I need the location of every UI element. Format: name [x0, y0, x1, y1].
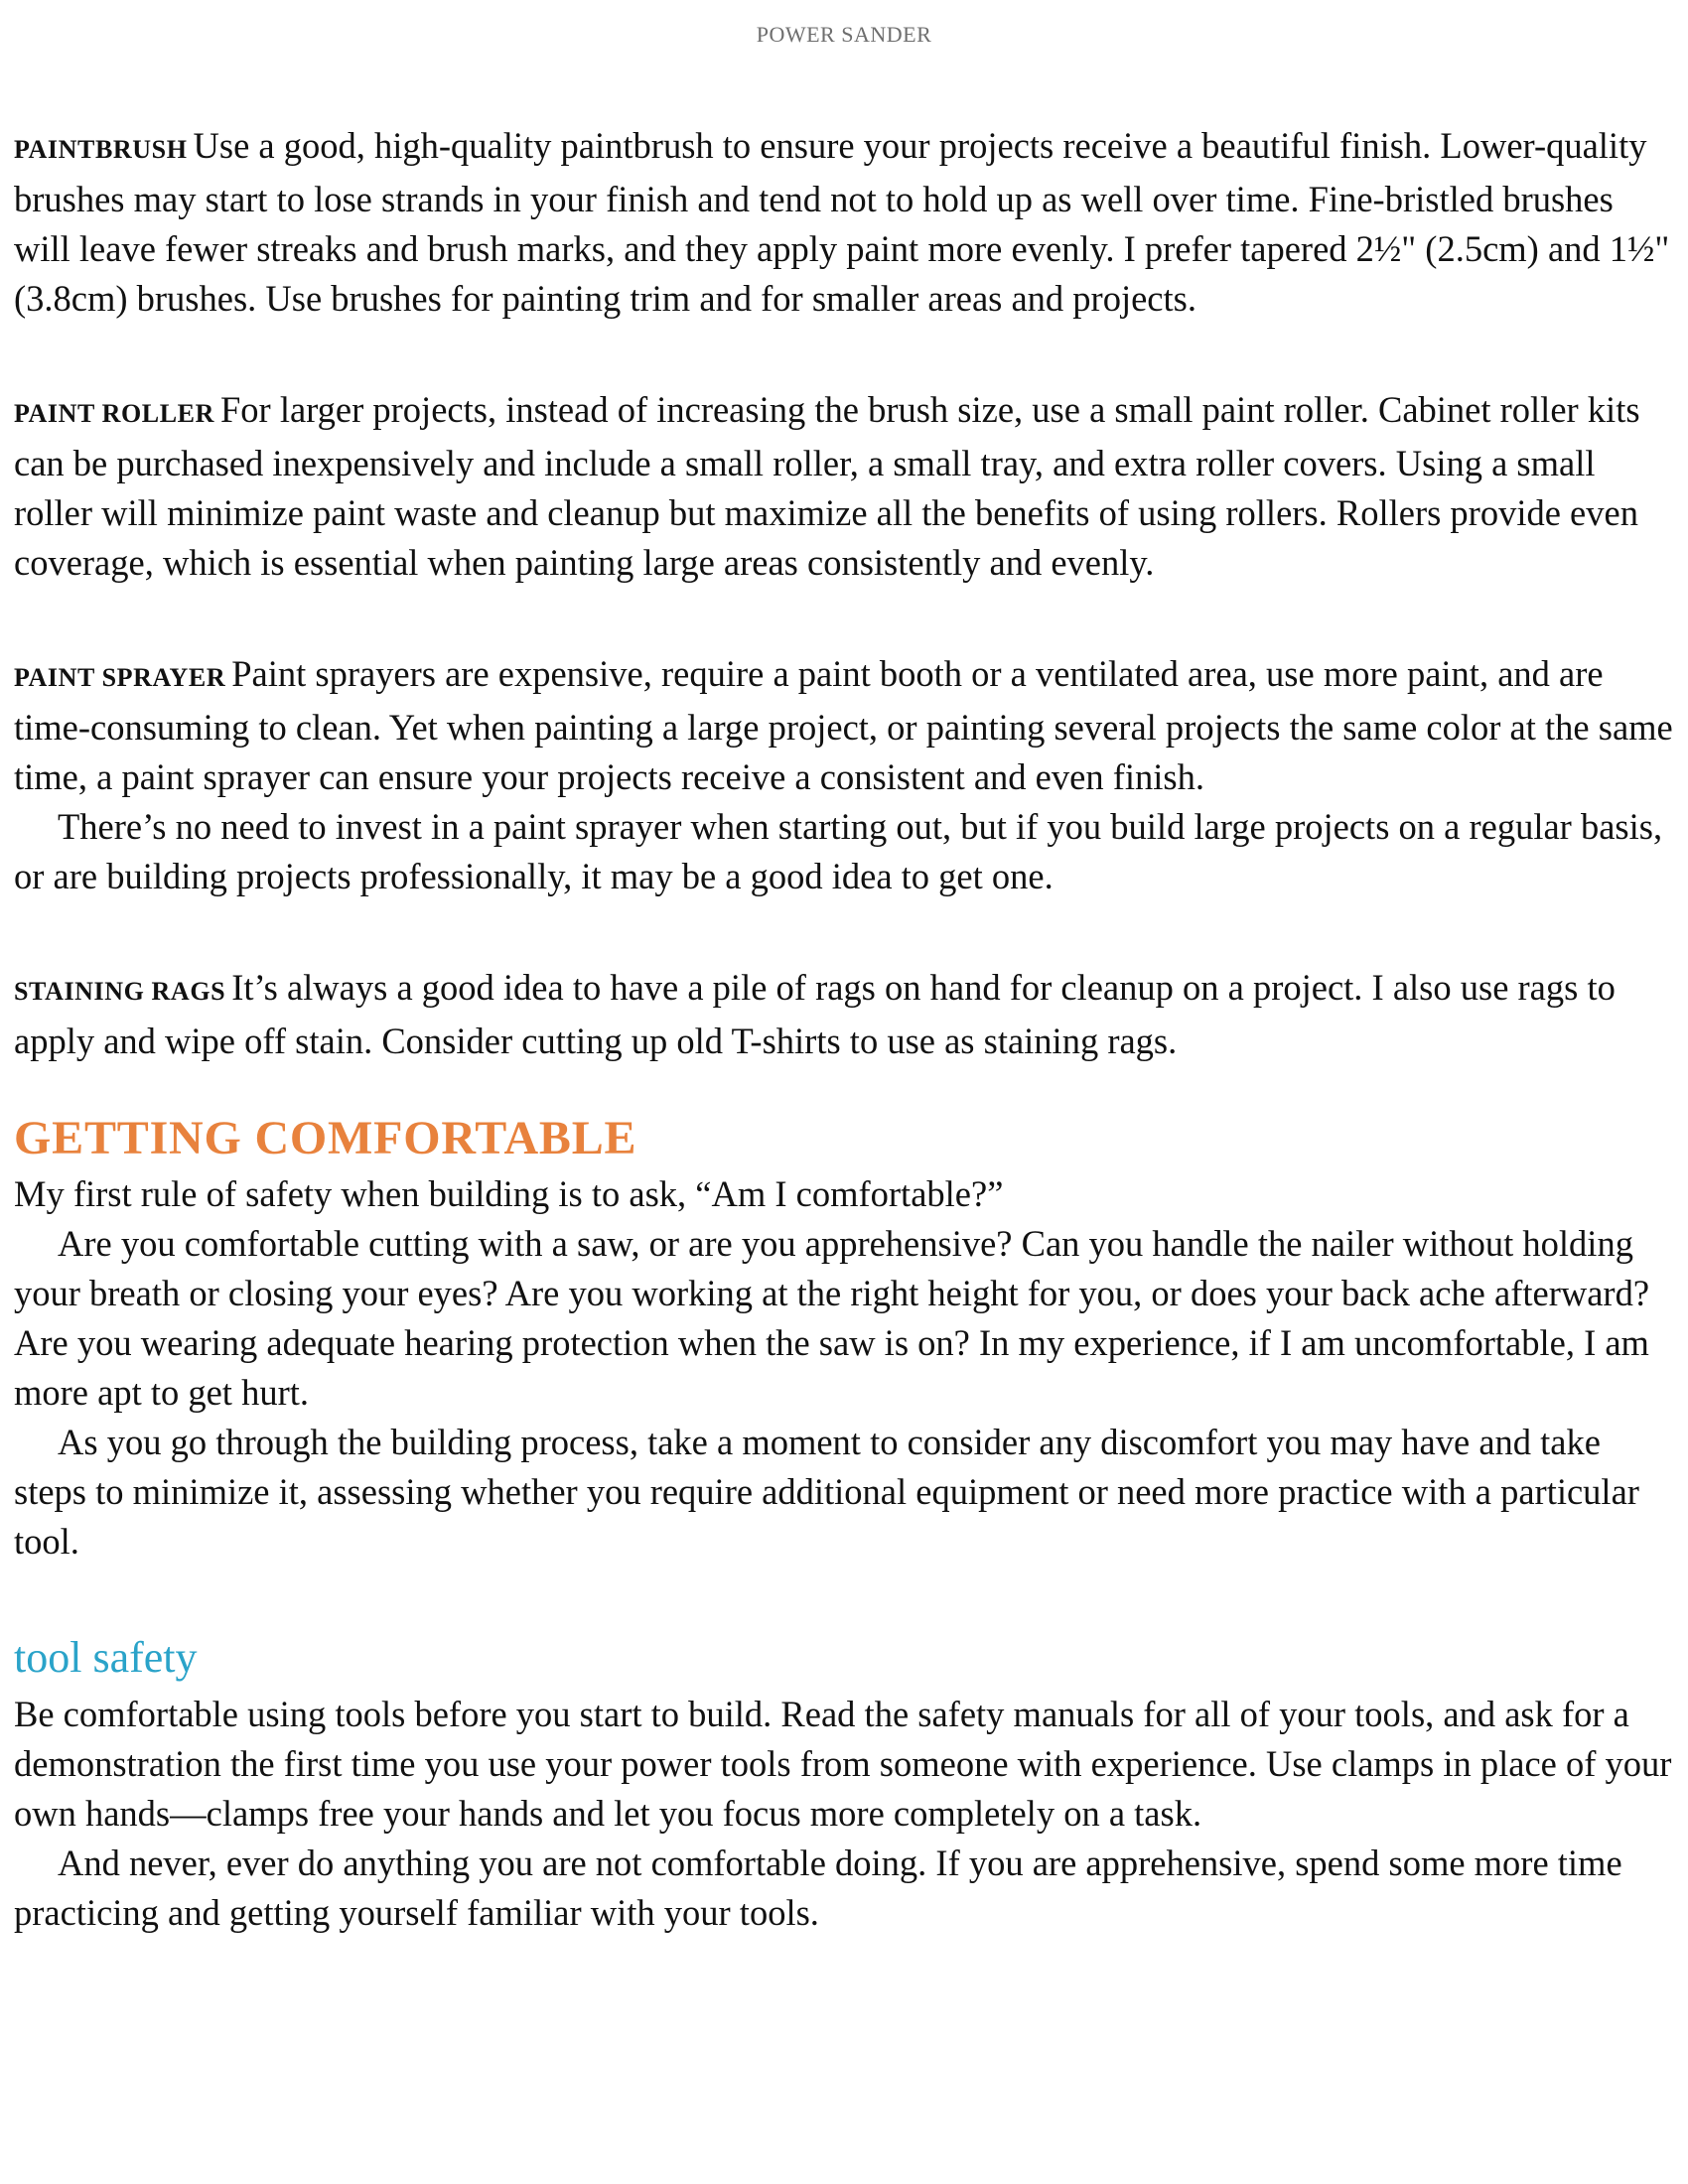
entry-text: Paint sprayers are expensive, require a paint booth or a ventilated area, use more paint, and are time-consuming to clean. Yet when painting a large project, or painting several projects the same color at the same time, a paint sprayer can ensure your projects receive a consistent and even finish.: [14, 653, 1673, 797]
entry-term: STAINING RAGS: [14, 977, 226, 1006]
entry-term: PAINTBRUSH: [14, 135, 188, 164]
entry-paragraph: [14, 385, 1674, 588]
entry-extra-paragraph: There’s no need to invest in a paint sprayer when starting out, but if you build large projects on a regular basis, or are building projects professionally, it may be a good idea to get one.: [14, 806, 1663, 896]
entry-paintbrush: [14, 121, 1674, 324]
entry-paint-sprayer: [14, 649, 1674, 901]
subsection-paragraph: Be comfortable using tools before you start to build. Read the safety manuals for all of your tools, and ask for a demonstration the first time you use your power tools from someone with experience. Use clamps in place of your own hands—clamps free your hands and let you focus more completely on a task.: [14, 1694, 1672, 1834]
entry-term: PAINT ROLLER: [14, 399, 214, 428]
running-head: POWER SANDER: [756, 22, 932, 47]
section-paragraph: My first rule of safety when building is to ask, “Am I comfortable?”: [14, 1173, 1004, 1214]
section-paragraph: Are you comfortable cutting with a saw, or are you apprehensive? Can you handle the nailer without holding your breath or closing your eyes? Are you working at the right height for you, or does your back ache afterward? Are you wearing adequate hearing protection when the saw is on? In my experience, if I am uncomfortable, I am more apt to get hurt.: [14, 1223, 1650, 1413]
entry-text: Use a good, high-quality paintbrush to ensure your projects receive a beautiful finish. Lower-quality brushes may start to lose strands in your finish and tend not to hold up as well over time. Fine-bristled brushes will leave fewer streaks and brush marks, and they apply paint more evenly. I prefer tapered 2½" (2.5cm) and 1½" (3.8cm) brushes. Use brushes for painting trim and for smaller areas and projects.: [14, 125, 1670, 319]
entry-text: It’s always a good idea to have a pile of rags on hand for cleanup on a project. I also use rags to apply and wipe off stain. Consider cutting up old T-shirts to use as staining rags.: [14, 967, 1616, 1061]
entry-staining-rags: [14, 963, 1674, 1066]
entry-paragraph: [14, 963, 1674, 1066]
entry-text: For larger projects, instead of increasing the brush size, use a small paint roller. Cabinet roller kits can be purchased inexpensively and include a small roller, a small tray, and extra roller covers. Using a small roller will minimize paint waste and cleanup but maximize all the benefits of using rollers. Rollers provide even coverage, which is essential when painting large areas consistently and evenly.: [14, 389, 1640, 583]
subsection-paragraph: And never, ever do anything you are not comfortable doing. If you are apprehensive, spend some more time practicing and getting yourself familiar with your tools.: [14, 1843, 1622, 1933]
entry-paint-roller: [14, 385, 1674, 588]
section-paragraph: As you go through the building process, take a moment to consider any discomfort you may have and take steps to minimize it, assessing whether you require additional equipment or need more practice with a particular tool.: [14, 1422, 1639, 1562]
entry-paragraph: [14, 649, 1674, 802]
section-body: [14, 1169, 1674, 1567]
section-heading: GETTING COMFORTABLE: [14, 1112, 637, 1164]
page-content: [14, 121, 1674, 1938]
entry-paragraph: [14, 121, 1674, 324]
entry-term: PAINT SPRAYER: [14, 663, 226, 692]
subsection-body: [14, 1690, 1674, 1938]
subsection-heading: tool safety: [14, 1633, 198, 1682]
